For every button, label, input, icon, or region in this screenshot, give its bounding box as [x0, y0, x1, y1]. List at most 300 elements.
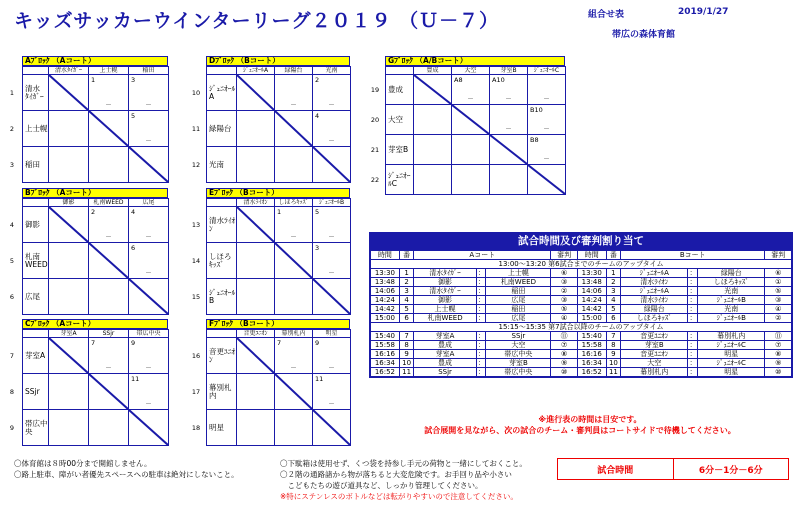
a-vs-colon: ：: [477, 368, 485, 376]
row-number: 14: [191, 257, 201, 265]
a-referee: ⑪: [551, 332, 577, 341]
row-team-name: 明星: [207, 410, 237, 446]
a-referee: ⑦: [551, 341, 577, 350]
game-number: 4: [131, 208, 136, 216]
column-header: 大空: [452, 67, 490, 75]
row-team-name: ｼﾞｭﾆｵｰﾙA: [207, 75, 237, 111]
row-team-name: 光南: [207, 147, 237, 183]
diagonal-cell: [414, 75, 452, 105]
row-team-name: 上士幌: [23, 111, 49, 147]
a-vs-colon: ：: [477, 359, 485, 367]
footer-note-bottle: ※特にステンレスのボトルなどは転がりやすいので注意してください。: [280, 492, 518, 501]
score-dash: －: [328, 400, 335, 408]
b-team-1: ｼﾞｭﾆｵｰﾙA: [621, 269, 688, 278]
match-cell: [237, 374, 275, 410]
schedule-row: [371, 269, 792, 278]
score-dash: －: [290, 233, 297, 241]
b-time: 16:52: [577, 368, 606, 377]
b-vs-colon: ：: [689, 269, 697, 277]
score-dash: －: [505, 95, 512, 103]
header-a-court: Aコート: [414, 251, 551, 260]
b-game-number: 1: [606, 269, 620, 278]
game-number: 2: [315, 76, 320, 84]
block-grid: [206, 198, 351, 315]
a-time: 15:58: [371, 341, 400, 350]
a-team-2: 大空: [486, 341, 551, 350]
b-game-number: 11: [606, 368, 620, 377]
column-header: 御影: [49, 199, 89, 207]
match-cell: [452, 135, 490, 165]
score-dash: －: [328, 364, 335, 372]
block-grid: [206, 66, 351, 183]
match-cell: [313, 243, 351, 279]
b-team-2: 光南: [698, 287, 765, 296]
game-number: 9: [131, 339, 136, 347]
schedule-section-note: 15:15～15:35 第7試合以降のチームのアップタイム: [371, 323, 792, 332]
match-cell: [237, 111, 275, 147]
a-team-2: 広尾: [486, 296, 551, 305]
schedule-section-note: 13:00～13:20 第6試合までのチームのアップタイム: [371, 260, 792, 269]
note-approx-time: ※進行表の時間は目安です。: [538, 415, 642, 424]
schedule-row: [371, 314, 792, 323]
block-grid: [385, 66, 566, 195]
a-team-1: 芽室A: [414, 350, 477, 359]
a-time: 13:48: [371, 278, 400, 287]
b-team-1: 清水ﾗｲｵﾝ: [621, 296, 688, 305]
score-dash: －: [543, 125, 550, 133]
a-game-number: 11: [399, 368, 413, 377]
b-referee: ⑧: [765, 350, 792, 359]
a-team-1: 豊成: [414, 341, 477, 350]
column-header: 光南: [313, 67, 351, 75]
block-label: Aﾌﾞﾛｯｸ （Aコート）: [22, 56, 168, 66]
row-number: 20: [370, 116, 380, 124]
b-vs-colon: ：: [689, 305, 697, 313]
row-number: 21: [370, 146, 380, 154]
match-time-box: [557, 458, 789, 480]
a-time: 15:40: [371, 332, 400, 341]
schedule-row: [371, 287, 792, 296]
b-team-2: しほろｷｯｽﾞ: [698, 278, 765, 287]
b-team-2: ｼﾞｭﾆｵｰﾙC: [698, 359, 765, 368]
match-cell: [490, 75, 528, 105]
match-cell: [49, 243, 89, 279]
score-dash: －: [328, 101, 335, 109]
a-team-1: 芽室A: [414, 332, 477, 341]
score-dash: －: [543, 155, 550, 163]
score-dash: －: [145, 101, 152, 109]
b-referee: ⑪: [765, 332, 792, 341]
game-number: 5: [131, 112, 136, 120]
column-header: 豊成: [414, 67, 452, 75]
column-header: 芽室A: [49, 330, 89, 338]
row-team-name: 御影: [23, 207, 49, 243]
score-dash: －: [328, 233, 335, 241]
b-referee: ⑤: [765, 287, 792, 296]
b-referee: ⑩: [765, 368, 792, 377]
row-number: 6: [9, 293, 15, 301]
column-header: 帯広中央: [129, 330, 169, 338]
a-game-number: 2: [399, 278, 413, 287]
diagonal-cell: [237, 338, 275, 374]
a-team-2: 帯広中央: [486, 368, 551, 377]
row-team-name: 大空: [386, 105, 414, 135]
row-team-name: 芽室B: [386, 135, 414, 165]
a-referee: ⑤: [551, 305, 577, 314]
row-number: 2: [9, 125, 15, 133]
column-header: ｼﾞｭﾆｵｰﾙA: [237, 67, 275, 75]
diagonal-cell: [275, 243, 313, 279]
b-time: 14:24: [577, 296, 606, 305]
a-vs-colon: ：: [477, 305, 485, 313]
row-team-name: 清水ﾗｲｵﾝ: [207, 207, 237, 243]
match-cell: [89, 207, 129, 243]
match-time-label: 試合時間: [558, 459, 674, 479]
b-game-number: 7: [606, 332, 620, 341]
match-cell: [313, 111, 351, 147]
column-header: 稲田: [129, 67, 169, 75]
block-label: Bﾌﾞﾛｯｸ （Aコート）: [22, 188, 168, 198]
b-vs-colon: ：: [689, 332, 697, 340]
b-game-number: 10: [606, 359, 620, 368]
a-game-number: 7: [399, 332, 413, 341]
match-cell: [414, 105, 452, 135]
b-vs-colon: ：: [689, 296, 697, 304]
column-header: SSjr: [89, 330, 129, 338]
a-game-number: 1: [399, 269, 413, 278]
b-referee: ③: [765, 296, 792, 305]
b-time: 15:40: [577, 332, 606, 341]
b-game-number: 9: [606, 350, 620, 359]
block-label: Eﾌﾞﾛｯｸ （Bコート）: [206, 188, 350, 198]
b-team-2: ｼﾞｭﾆｵｰﾙB: [698, 296, 765, 305]
header-b-court: Bコート: [621, 251, 765, 260]
match-cell: [49, 147, 89, 183]
row-team-name: 清水 ﾀｲｶﾞｰ: [23, 75, 49, 111]
column-header: ｼﾞｭﾆｵｰﾙB: [313, 199, 351, 207]
a-time: 15:00: [371, 314, 400, 323]
game-number: 5: [315, 208, 320, 216]
match-cell: [275, 147, 313, 183]
b-time: 13:48: [577, 278, 606, 287]
b-team-2: 光南: [698, 305, 765, 314]
match-time-value: 6分－1分－6分: [698, 465, 763, 476]
block-label: Dﾌﾞﾛｯｸ （Bコート）: [206, 56, 350, 66]
a-vs-colon: ：: [477, 287, 485, 295]
row-number: 5: [9, 257, 15, 265]
match-cell: [490, 165, 528, 195]
diagonal-cell: [313, 147, 351, 183]
a-team-1: SSjr: [414, 368, 477, 377]
schedule-title: 試合時間及び審判割り当て: [370, 233, 792, 250]
match-cell: [129, 338, 169, 374]
row-number: 16: [191, 352, 201, 360]
match-cell: [89, 75, 129, 111]
match-cell: [452, 75, 490, 105]
match-cell: [414, 165, 452, 195]
match-cell: [528, 105, 566, 135]
match-cell: [129, 374, 169, 410]
block-label: Gﾌﾞﾛｯｸ （A/Bコート）: [385, 56, 565, 66]
row-team-name: 緑陽台: [207, 111, 237, 147]
diagonal-cell: [452, 105, 490, 135]
block-grid: [22, 329, 169, 446]
row-number: 4: [9, 221, 15, 229]
diagonal-cell: [89, 111, 129, 147]
schedule-row: [371, 359, 792, 368]
score-dash: －: [290, 364, 297, 372]
diagonal-cell: [275, 111, 313, 147]
header-referee: 審判: [765, 251, 792, 260]
a-team-1: 上士幌: [414, 305, 477, 314]
a-game-number: 4: [399, 296, 413, 305]
row-team-name: ｼﾞｭﾆｵｰﾙC: [386, 165, 414, 195]
column-header: しほろｷｯｽﾞ: [275, 199, 313, 207]
score-dash: －: [105, 364, 112, 372]
column-header: 芽室B: [490, 67, 528, 75]
a-team-1: 清水ﾀｲｶﾞｰ: [414, 287, 477, 296]
score-dash: －: [145, 269, 152, 277]
schedule-row: [371, 350, 792, 359]
grid-corner: [207, 67, 237, 75]
match-cell: [414, 135, 452, 165]
score-dash: －: [467, 95, 474, 103]
schedule-panel: [369, 232, 793, 378]
header-venue: 帯広の森体育館: [612, 30, 676, 40]
b-time: 14:42: [577, 305, 606, 314]
b-game-number: 4: [606, 296, 620, 305]
column-header: 幕別札内: [275, 330, 313, 338]
a-time: 14:06: [371, 287, 400, 296]
a-referee: ⑨: [551, 359, 577, 368]
diagonal-cell: [237, 207, 275, 243]
game-number: 1: [91, 76, 96, 84]
b-team-2: 明星: [698, 350, 765, 359]
block-label: Cﾌﾞﾛｯｸ （Aコート）: [22, 319, 168, 329]
column-header: 清水ﾗｲｵﾝ: [237, 199, 275, 207]
score-dash: －: [543, 95, 550, 103]
header-referee: 審判: [551, 251, 577, 260]
row-number: 12: [191, 161, 201, 169]
a-team-2: 帯広中央: [486, 350, 551, 359]
a-referee: ④: [551, 314, 577, 323]
b-time: 14:06: [577, 287, 606, 296]
match-cell: [89, 147, 129, 183]
match-cell: [49, 410, 89, 446]
a-team-2: 芽室B: [486, 359, 551, 368]
row-number: 15: [191, 293, 201, 301]
match-cell: [237, 410, 275, 446]
a-team-1: 御影: [414, 278, 477, 287]
column-header: 広尾: [129, 199, 169, 207]
block-grid: [22, 66, 169, 183]
b-vs-colon: ：: [689, 314, 697, 322]
column-header: 緑陽台: [275, 67, 313, 75]
b-team-1: 音更ﾕﾆｵﾝ: [621, 350, 688, 359]
game-number: 6: [131, 244, 136, 252]
match-cell: [490, 105, 528, 135]
footer-note-parking: 〇路上駐車、障がい者優先スペースへの駐車は絶対にしないこと。: [14, 470, 239, 479]
schedule-row: [371, 305, 792, 314]
score-dash: －: [328, 269, 335, 277]
header-number: 番: [399, 251, 413, 260]
b-vs-colon: ：: [689, 287, 697, 295]
score-dash: －: [290, 101, 297, 109]
b-vs-colon: ：: [689, 278, 697, 286]
a-time: 14:42: [371, 305, 400, 314]
b-team-2: ｼﾞｭﾆｵｰﾙB: [698, 314, 765, 323]
diagonal-cell: [129, 279, 169, 315]
a-team-1: 豊成: [414, 359, 477, 368]
match-cell: [129, 207, 169, 243]
a-vs-colon: ：: [477, 269, 485, 277]
b-referee: ④: [765, 305, 792, 314]
match-cell: [237, 279, 275, 315]
diagonal-cell: [528, 165, 566, 195]
a-game-number: 3: [399, 287, 413, 296]
grid-corner: [23, 330, 49, 338]
b-time: 13:30: [577, 269, 606, 278]
b-referee: ⑨: [765, 359, 792, 368]
row-number: 10: [191, 89, 201, 97]
diagonal-cell: [129, 147, 169, 183]
column-header: 上士幌: [89, 67, 129, 75]
diagonal-cell: [313, 410, 351, 446]
grid-corner: [207, 199, 237, 207]
b-team-1: 大空: [621, 359, 688, 368]
match-cell: [237, 243, 275, 279]
row-number: 17: [191, 388, 201, 396]
row-number: 19: [370, 86, 380, 94]
diagonal-cell: [313, 279, 351, 315]
b-team-1: 幕別札内: [621, 368, 688, 377]
match-cell: [129, 111, 169, 147]
a-game-number: 5: [399, 305, 413, 314]
b-game-number: 3: [606, 287, 620, 296]
schedule-table: [370, 250, 792, 377]
a-vs-colon: ：: [477, 278, 485, 286]
match-cell: [528, 135, 566, 165]
a-game-number: 8: [399, 341, 413, 350]
row-number: 8: [9, 388, 15, 396]
match-cell: [237, 147, 275, 183]
grid-corner: [386, 67, 414, 75]
a-time: 16:52: [371, 368, 400, 377]
b-game-number: 5: [606, 305, 620, 314]
match-cell: [313, 207, 351, 243]
a-referee: ②: [551, 287, 577, 296]
block-grid: [22, 198, 169, 315]
game-number: 1: [277, 208, 282, 216]
b-referee: ①: [765, 278, 792, 287]
block-label: Fﾌﾞﾛｯｸ （Bコート）: [206, 319, 350, 329]
b-team-1: ｼﾞｭﾆｵｰﾙA: [621, 287, 688, 296]
b-vs-colon: ：: [689, 350, 697, 358]
row-team-name: 芽室A: [23, 338, 49, 374]
row-team-name: ｼﾞｭﾆｵｰﾙB: [207, 279, 237, 315]
a-time: 14:24: [371, 296, 400, 305]
row-number: 11: [191, 125, 201, 133]
schedule-row: [371, 296, 792, 305]
header-number: 番: [606, 251, 620, 260]
game-number: 3: [131, 76, 136, 84]
schedule-row: [371, 278, 792, 287]
a-referee: ③: [551, 278, 577, 287]
score-dash: －: [105, 233, 112, 241]
a-time: 13:30: [371, 269, 400, 278]
score-dash: －: [145, 364, 152, 372]
b-team-2: 幕別札内: [698, 332, 765, 341]
game-number: 7: [91, 339, 96, 347]
b-time: 16:34: [577, 359, 606, 368]
a-vs-colon: ：: [477, 332, 485, 340]
game-number: 11: [315, 375, 324, 383]
match-cell: [275, 279, 313, 315]
score-dash: －: [328, 137, 335, 145]
a-referee: ③: [551, 296, 577, 305]
match-cell: [49, 374, 89, 410]
a-team-2: 広尾: [486, 314, 551, 323]
note-standby: 試合展開を見ながら、次の試合のチーム・審判員はコートサイドで待機してください。: [424, 426, 736, 435]
diagonal-cell: [237, 75, 275, 111]
column-header: ｼﾞｭﾆｵｰﾙC: [528, 67, 566, 75]
match-cell: [275, 338, 313, 374]
b-game-number: 6: [606, 314, 620, 323]
row-number: 3: [9, 161, 15, 169]
game-number: B8: [530, 136, 539, 144]
b-team-1: 音更ﾕﾆｵﾝ: [621, 332, 688, 341]
score-dash: －: [145, 400, 152, 408]
a-game-number: 10: [399, 359, 413, 368]
b-team-2: 明星: [698, 368, 765, 377]
diagonal-cell: [129, 410, 169, 446]
column-header: 音更ﾕﾆｵﾝ: [237, 330, 275, 338]
row-number: 1: [9, 89, 15, 97]
a-team-2: 上士幌: [486, 269, 551, 278]
b-game-number: 2: [606, 278, 620, 287]
grid-corner: [23, 199, 49, 207]
header-time: 時間: [371, 251, 400, 260]
a-team-2: 札南WEED: [486, 278, 551, 287]
a-team-1: 御影: [414, 296, 477, 305]
b-time: 15:58: [577, 341, 606, 350]
a-team-2: SSjr: [486, 332, 551, 341]
column-header: 清水ﾀｲｶﾞｰ: [49, 67, 89, 75]
row-team-name: 音更ﾕﾆｵﾝ: [207, 338, 237, 374]
match-cell: [129, 243, 169, 279]
match-cell: [452, 165, 490, 195]
block-grid: [206, 329, 351, 446]
b-team-2: 緑陽台: [698, 269, 765, 278]
b-team-1: 芽室B: [621, 341, 688, 350]
match-cell: [89, 279, 129, 315]
b-vs-colon: ：: [689, 368, 697, 376]
row-team-name: 札南WEED: [23, 243, 49, 279]
b-referee: ⑦: [765, 341, 792, 350]
schedule-row: [371, 332, 792, 341]
b-team-1: 清水ﾗｲｵﾝ: [621, 278, 688, 287]
game-number: 4: [315, 112, 320, 120]
diagonal-cell: [49, 75, 89, 111]
match-cell: [313, 374, 351, 410]
row-team-name: 幕別札内: [207, 374, 237, 410]
a-referee: ⑩: [551, 368, 577, 377]
score-dash: －: [505, 125, 512, 133]
match-cell: [528, 75, 566, 105]
grid-corner: [23, 67, 49, 75]
match-cell: [275, 75, 313, 111]
a-time: 16:34: [371, 359, 400, 368]
